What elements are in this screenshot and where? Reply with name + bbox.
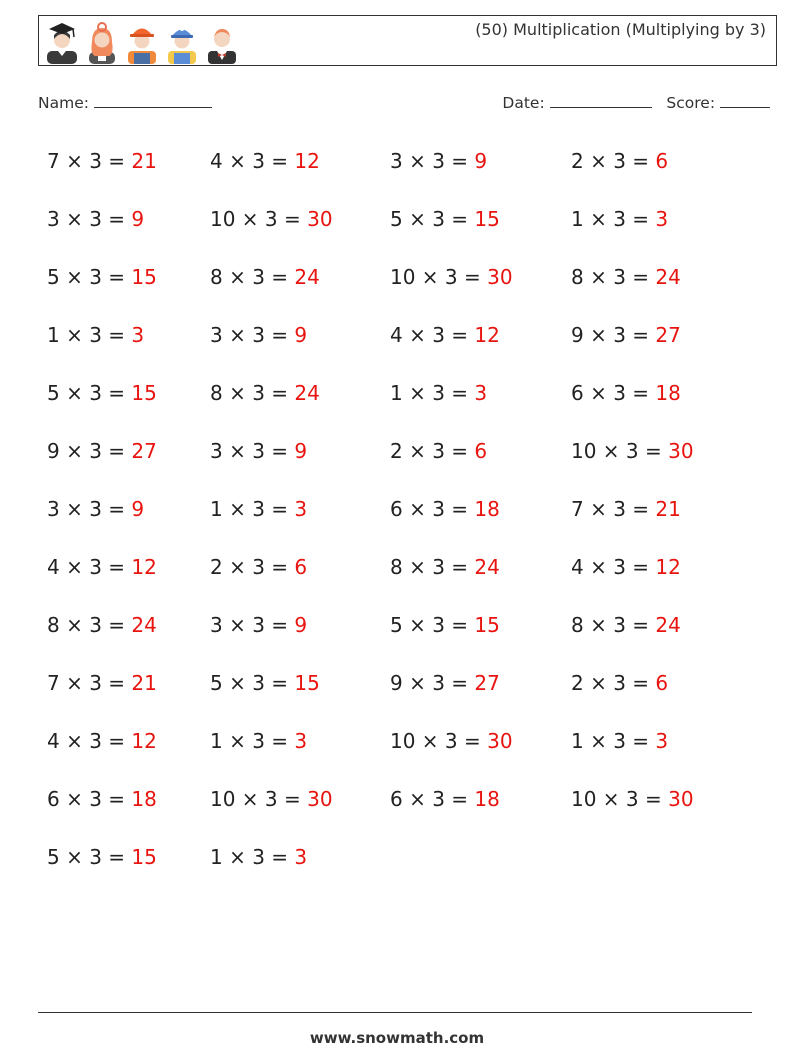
problem-item — [210, 439, 307, 463]
problem-item — [210, 787, 333, 811]
problem-answer: 30 — [307, 787, 333, 811]
problem-question: 7 × 3 = — [571, 497, 656, 521]
problem-question: 5 × 3 = — [210, 671, 295, 695]
problem-item — [47, 265, 157, 289]
problem-question: 4 × 3 = — [390, 323, 475, 347]
problem-answer: 12 — [474, 323, 500, 347]
problem-answer: 12 — [131, 729, 157, 753]
problem-question: 10 × 3 = — [390, 729, 488, 753]
problem-question: 5 × 3 = — [47, 381, 132, 405]
problem-answer: 3 — [294, 729, 308, 753]
problem-answer: 24 — [655, 265, 681, 289]
problem-item — [571, 671, 668, 695]
problem-question: 5 × 3 = — [390, 613, 475, 637]
problem-item — [390, 613, 500, 637]
problem-item — [47, 149, 157, 173]
problem-item — [571, 729, 668, 753]
problem-item — [571, 439, 694, 463]
problem-item — [571, 787, 694, 811]
problem-question: 7 × 3 = — [47, 149, 132, 173]
problem-question: 6 × 3 = — [390, 497, 475, 521]
problem-answer: 15 — [131, 381, 157, 405]
problem-answer: 15 — [474, 207, 500, 231]
problem-answer: 15 — [131, 845, 157, 869]
problem-answer: 18 — [655, 381, 681, 405]
problem-answer: 3 — [294, 497, 308, 521]
problem-answer: 24 — [655, 613, 681, 637]
problem-item — [210, 265, 320, 289]
problem-question: 1 × 3 = — [210, 845, 295, 869]
problem-question: 8 × 3 = — [571, 613, 656, 637]
problem-item — [390, 207, 500, 231]
problem-answer: 24 — [294, 381, 320, 405]
problem-question: 4 × 3 = — [571, 555, 656, 579]
problem-answer: 18 — [131, 787, 157, 811]
problem-question: 6 × 3 = — [390, 787, 475, 811]
problem-item — [390, 149, 487, 173]
problem-answer: 3 — [131, 323, 145, 347]
problem-question: 9 × 3 = — [47, 439, 132, 463]
problem-answer: 3 — [655, 729, 669, 753]
problem-question: 10 × 3 = — [390, 265, 488, 289]
problem-question: 9 × 3 = — [571, 323, 656, 347]
problem-question: 10 × 3 = — [210, 207, 308, 231]
problem-question: 4 × 3 = — [210, 149, 295, 173]
footer-url: www.snowmath.com — [309, 1029, 485, 1047]
problem-question: 4 × 3 = — [47, 555, 132, 579]
problem-item — [390, 729, 513, 753]
problem-item — [47, 497, 144, 521]
problem-answer: 9 — [294, 323, 308, 347]
problem-answer: 3 — [294, 845, 308, 869]
problem-item — [210, 845, 307, 869]
problem-question: 6 × 3 = — [47, 787, 132, 811]
problem-item — [210, 381, 320, 405]
problem-question: 3 × 3 = — [47, 497, 132, 521]
problem-item — [210, 671, 320, 695]
problem-answer: 21 — [131, 149, 157, 173]
problem-item — [210, 149, 320, 173]
problem-item — [390, 323, 500, 347]
problem-question: 2 × 3 = — [571, 671, 656, 695]
problem-item — [47, 787, 157, 811]
name-label: Name: — [38, 94, 89, 112]
problem-item — [571, 497, 681, 521]
problem-answer: 9 — [131, 497, 145, 521]
problem-question: 3 × 3 = — [210, 323, 295, 347]
problem-answer: 21 — [131, 671, 157, 695]
problem-item — [210, 323, 307, 347]
problem-question: 5 × 3 = — [47, 845, 132, 869]
problem-item — [571, 613, 681, 637]
problem-answer: 30 — [668, 787, 694, 811]
problem-question: 5 × 3 = — [47, 265, 132, 289]
problem-question: 10 × 3 = — [571, 787, 669, 811]
problem-question: 6 × 3 = — [571, 381, 656, 405]
problem-item — [47, 381, 157, 405]
problem-answer: 24 — [474, 555, 500, 579]
problem-question: 1 × 3 = — [390, 381, 475, 405]
problem-question: 1 × 3 = — [210, 497, 295, 521]
problem-question: 1 × 3 = — [210, 729, 295, 753]
problem-item — [571, 323, 681, 347]
problem-item — [390, 787, 500, 811]
problem-answer: 6 — [474, 439, 488, 463]
problem-answer: 30 — [487, 265, 513, 289]
problem-item — [390, 265, 513, 289]
problem-item — [47, 729, 157, 753]
problem-question: 10 × 3 = — [571, 439, 669, 463]
problem-answer: 12 — [294, 149, 320, 173]
problem-answer: 15 — [294, 671, 320, 695]
problem-answer: 27 — [655, 323, 681, 347]
problem-item — [210, 207, 333, 231]
problem-question: 2 × 3 = — [390, 439, 475, 463]
problem-answer: 18 — [474, 497, 500, 521]
problem-question: 4 × 3 = — [47, 729, 132, 753]
problem-item — [47, 323, 144, 347]
problem-answer: 6 — [655, 671, 669, 695]
problem-answer: 27 — [474, 671, 500, 695]
problem-answer: 24 — [294, 265, 320, 289]
problem-answer: 9 — [131, 207, 145, 231]
footer-divider — [38, 1012, 752, 1013]
problem-answer: 6 — [655, 149, 669, 173]
problem-question: 3 × 3 = — [390, 149, 475, 173]
problem-answer: 15 — [131, 265, 157, 289]
problem-question: 8 × 3 = — [210, 265, 295, 289]
problem-answer: 9 — [294, 613, 308, 637]
problem-question: 5 × 3 = — [390, 207, 475, 231]
problem-item — [210, 555, 307, 579]
problem-answer: 30 — [307, 207, 333, 231]
problem-item — [47, 613, 157, 637]
problem-item — [210, 497, 307, 521]
problem-item — [390, 497, 500, 521]
worksheet-title: (50) Multiplication (Multiplying by 3) — [475, 20, 766, 39]
problem-item — [571, 555, 681, 579]
problem-question: 3 × 3 = — [210, 613, 295, 637]
problem-answer: 30 — [487, 729, 513, 753]
problem-item — [390, 439, 487, 463]
problem-answer: 9 — [474, 149, 488, 173]
score-label: Score: — [666, 94, 716, 112]
problem-item — [571, 207, 668, 231]
problem-answer: 12 — [131, 555, 157, 579]
problem-answer: 12 — [655, 555, 681, 579]
problem-item — [390, 671, 500, 695]
problem-question: 8 × 3 = — [571, 265, 656, 289]
problem-question: 7 × 3 = — [47, 671, 132, 695]
problem-answer: 9 — [294, 439, 308, 463]
problem-answer: 15 — [474, 613, 500, 637]
problem-question: 1 × 3 = — [571, 207, 656, 231]
date-label: Date: — [502, 94, 545, 112]
problem-item — [571, 149, 668, 173]
problem-question: 1 × 3 = — [47, 323, 132, 347]
problem-item — [47, 671, 157, 695]
problem-item — [390, 381, 487, 405]
problem-answer: 3 — [655, 207, 669, 231]
problem-item — [210, 613, 307, 637]
problem-question: 10 × 3 = — [210, 787, 308, 811]
problem-item — [47, 555, 157, 579]
problem-item — [210, 729, 307, 753]
problem-answer: 21 — [655, 497, 681, 521]
problem-question: 8 × 3 = — [210, 381, 295, 405]
problem-item — [571, 265, 681, 289]
problem-question: 2 × 3 = — [210, 555, 295, 579]
problem-question: 2 × 3 = — [571, 149, 656, 173]
problem-question: 3 × 3 = — [47, 207, 132, 231]
problem-item — [47, 207, 144, 231]
problem-answer: 30 — [668, 439, 694, 463]
problem-question: 8 × 3 = — [390, 555, 475, 579]
problem-answer: 24 — [131, 613, 157, 637]
problem-answer: 6 — [294, 555, 308, 579]
problem-question: 1 × 3 = — [571, 729, 656, 753]
problem-question: 3 × 3 = — [210, 439, 295, 463]
problem-item — [390, 555, 500, 579]
problem-answer: 18 — [474, 787, 500, 811]
problem-answer: 27 — [131, 439, 157, 463]
problem-item — [47, 845, 157, 869]
problem-item — [47, 439, 157, 463]
problem-question: 8 × 3 = — [47, 613, 132, 637]
problem-question: 9 × 3 = — [390, 671, 475, 695]
problem-item — [571, 381, 681, 405]
problem-answer: 3 — [474, 381, 488, 405]
